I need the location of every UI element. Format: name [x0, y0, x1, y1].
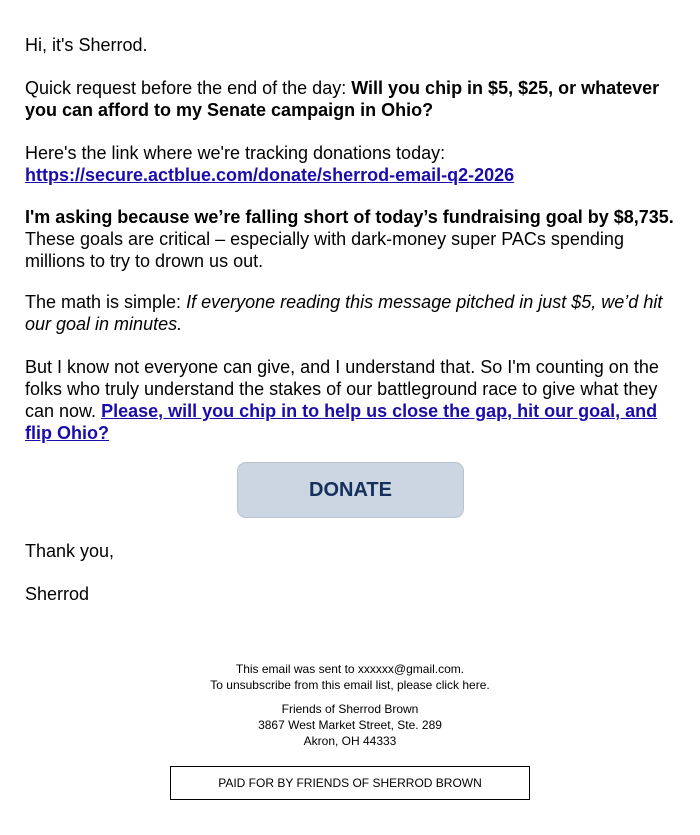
link-lead: Here's the link where we're tracking donations today: — [25, 143, 446, 163]
paid-for-disclaimer: PAID FOR BY FRIENDS OF SHERROD BROWN — [170, 766, 530, 800]
chip-in-link[interactable]: Please, will you chip in to help us close the gap, hit our goal, and flip Ohio? — [25, 401, 658, 443]
donate-button[interactable]: DONATE — [237, 462, 464, 518]
counting-text: But I know not everyone can give, and I understand that. So I'm counting on the folks who truly understand the stakes of our battleground race to give what they can now. — [25, 357, 659, 421]
link-paragraph — [25, 142, 677, 186]
sent-to-text: This email was sent to xxxxxx@gmail.com. — [235, 662, 465, 676]
org-name: Friends of Sherrod Brown — [281, 702, 419, 716]
footer-notice — [0, 661, 700, 693]
street-address: 3867 West Market Street, Ste. 289 — [258, 718, 442, 732]
request-lead: Quick request before the end of the day: — [25, 78, 352, 98]
asking-bold: I'm asking because we’re falling short of today’s fundraising goal by $8,735. — [25, 207, 674, 227]
request-paragraph — [25, 77, 677, 121]
donate-button-wrapper — [237, 462, 464, 518]
unsubscribe-text[interactable]: To unsubscribe from this email list, please click here. — [210, 678, 490, 692]
greeting: Hi, it's Sherrod. — [25, 35, 148, 55]
math-lead: The math is simple: — [25, 292, 187, 312]
asking-rest: These goals are critical – especially with dark-money super PACs spending millions to try to drown us out. — [25, 229, 624, 271]
asking-paragraph — [25, 206, 677, 272]
city-address: Akron, OH 44333 — [303, 734, 397, 748]
math-italic: If everyone reading this message pitched in just $5, we’d hit our goal in minutes. — [25, 292, 663, 334]
request-bold: Will you chip in $5, $25, or whatever you can afford to my Senate campaign in Ohio? — [25, 78, 660, 120]
math-paragraph — [25, 291, 677, 335]
signature: Sherrod — [25, 584, 90, 604]
donation-link[interactable]: https://secure.actblue.com/donate/sherrod-email-q2-2026 — [25, 165, 515, 185]
counting-paragraph — [25, 356, 677, 444]
thanks: Thank you, — [25, 541, 115, 561]
footer-address — [0, 701, 700, 749]
